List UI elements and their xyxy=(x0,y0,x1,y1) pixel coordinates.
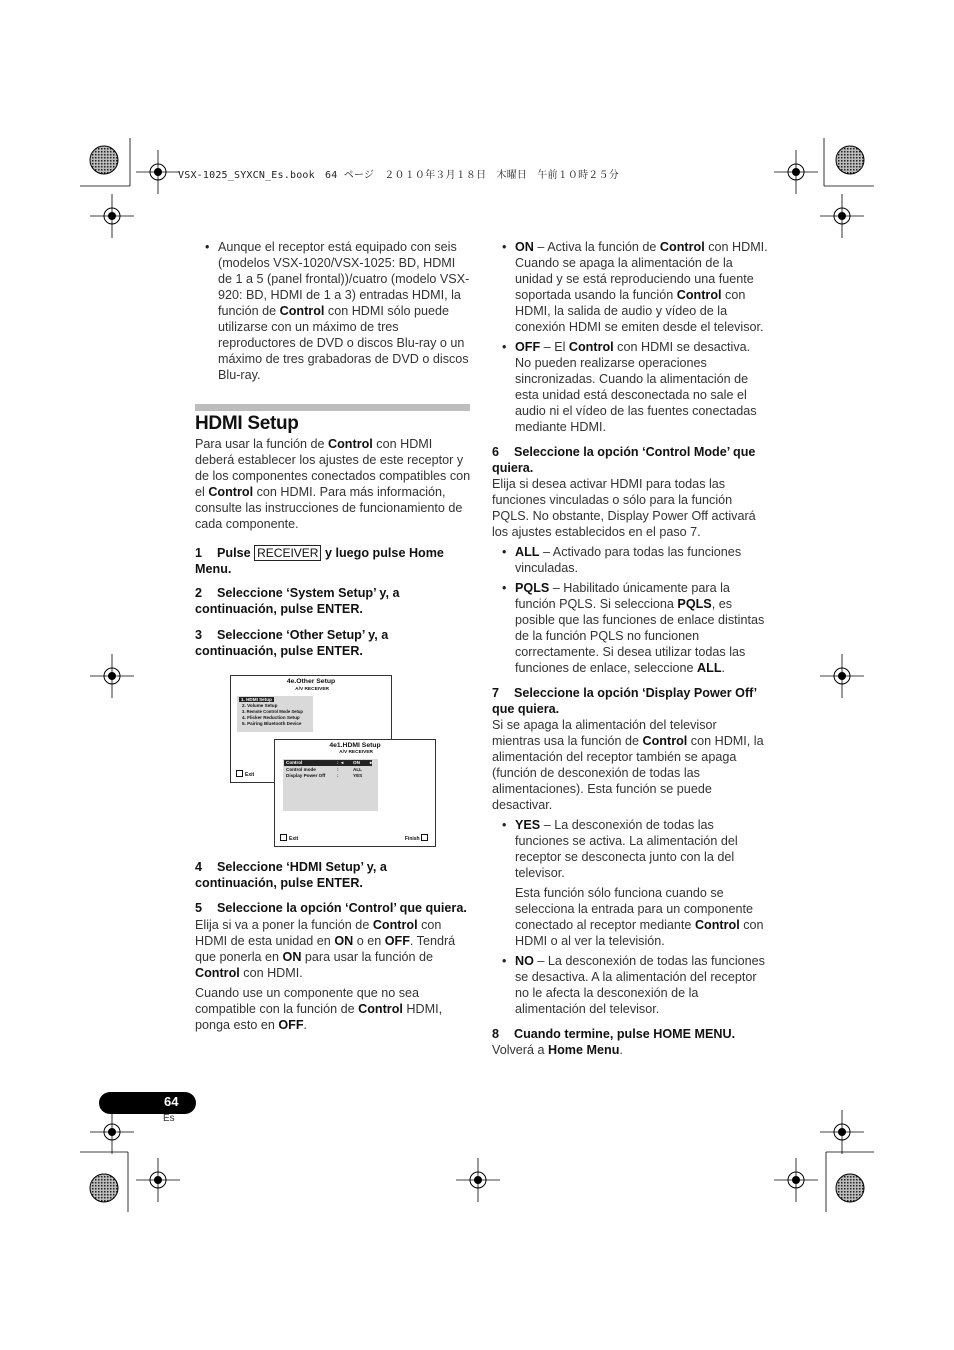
osd-menu-item[interactable]: 3. Remote Control Mode Setup xyxy=(242,709,303,714)
step-6-description: Elija si desea activar HDMI para todas las funciones vinculadas o sólo para la función PQLS. No obstante, Display Power Off activará los ajustes establecidos en el paso 7. xyxy=(492,477,756,539)
section-divider xyxy=(195,404,470,411)
osd-row-value[interactable]: ON xyxy=(353,760,360,765)
osd-row-label[interactable]: Control mode xyxy=(286,767,316,772)
section-title: HDMI Setup xyxy=(195,413,299,434)
pqls-option-bullet: • PQLS – Habilitado únicamente para la función PQLS. Si selecciona PQLS, es posible que las funciones de enlace distintas de la función PQLS no funcionen correctamente. Si desea utilizar todas las funciones de enlace, seleccione ALL. xyxy=(492,580,768,676)
osd-subtitle: A/V RECEIVER xyxy=(339,750,373,755)
osd-row-value[interactable]: YES xyxy=(353,773,363,778)
osd-row-sep: : xyxy=(337,773,339,778)
osd-exit[interactable]: Exit xyxy=(236,771,254,778)
off-option-bullet: • OFF – El Control con HDMI se desactiva. No pueden realizarse operaciones sincronizadas. Cuando la alimentación de esta unidad está desconectada no sale el audio ni el vídeo de las fuentes conectadas mediante HDMI. xyxy=(492,339,768,435)
step-8-description: Volverá a Home Menu. xyxy=(492,1043,623,1057)
step-4: 4 Seleccione ‘HDMI Setup’ y, a continuación, pulse ENTER. xyxy=(195,860,387,890)
right-column-text xyxy=(492,239,768,1058)
page-number: 64 xyxy=(164,1094,179,1109)
osd-menu-item[interactable]: 4. Flicker Reduction Setup xyxy=(242,715,300,720)
osd-title: 4e1.HDMI Setup xyxy=(329,742,381,749)
return-icon xyxy=(236,770,243,777)
step-5-note: Cuando use un componente que no sea compatible con la función de Control HDMI, ponga esto en OFF. xyxy=(195,986,443,1032)
osd-row-label[interactable]: Control xyxy=(286,760,303,765)
left-column-text-lower xyxy=(195,859,471,1033)
osd-row-sep: : xyxy=(337,767,339,772)
on-option-bullet: • ON – Activa la función de Control con HDMI. Cuando se apaga la alimentación de la unidad y se está reproduciendo una fuente soportada usando la función Control con HDMI, la salida de audio y vídeo de la conexión HDMI se emiten desde el televisor. xyxy=(492,239,768,335)
yes-option-note: Esta función sólo funciona cuando se selecciona la entrada para un componente conectado al receptor mediante Control con HDMI o al ver la televisión. xyxy=(515,886,764,948)
step-5: 5 Seleccione la opción ‘Control’ que quiera. xyxy=(195,901,467,915)
osd-row-sep: : xyxy=(337,760,339,765)
step-6: 6 Seleccione la opción ‘Control Mode’ que quiera. xyxy=(492,445,756,475)
step-2: 2 Seleccione ‘System Setup’ y, a continuación, pulse ENTER. xyxy=(195,586,400,616)
finish-icon xyxy=(421,834,428,841)
osd-row-label[interactable]: Display Power Off xyxy=(286,773,326,778)
print-file-header: VSX-1025_SYXCN_Es.book 64 ページ ２０１０年３月１８日 木曜日 午前１０時２５分 xyxy=(178,170,619,181)
step-3: 3 Seleccione ‘Other Setup’ y, a continuación, pulse ENTER. xyxy=(195,628,389,658)
all-option-bullet: • ALL – Activado para todas las funciones vinculadas. xyxy=(492,544,768,576)
section-intro: Para usar la función de Control con HDMI deberá establecer los ajustes de este receptor y de los componentes conectados compatibles con el Control con HDMI. Para más información, consulte las instrucciones de funcionamiento de cada componente. xyxy=(195,437,471,531)
step-7-description: Si se apaga la alimentación del televisor mientras usa la función de Control con HDMI, la alimentación del receptor también se apaga (función de desconexión de todas las alimentaciones). Esta función se puede desactivar. xyxy=(492,718,764,812)
step-7: 7 Seleccione la opción ‘Display Power Off’ que quiera. xyxy=(492,686,757,716)
step-5-description: Elija si va a poner la función de Control con HDMI de esta unidad en ON o en OFF. Tendrá que ponerla en ON para usar la función de Control con HDMI. xyxy=(195,918,456,980)
receiver-key-label: RECEIVER xyxy=(254,545,321,561)
osd-title: 4e.Other Setup xyxy=(286,678,336,685)
page-language: Es xyxy=(163,1113,175,1124)
left-arrow-icon[interactable]: ◂ xyxy=(341,760,344,765)
osd-hdmi-setup-screen xyxy=(274,739,436,847)
page-number-tab xyxy=(99,1092,196,1114)
left-column-text xyxy=(195,436,471,659)
step-1: 1 Pulse RECEIVER y luego pulse Home Menu. xyxy=(195,546,444,576)
step-8: 8 Cuando termine, pulse HOME MENU. xyxy=(492,1027,736,1041)
osd-menu-item[interactable]: 2. Volume Setup xyxy=(242,703,278,708)
osd-subtitle: A/V RECEIVER xyxy=(295,687,329,692)
intro-bullet: • Aunque el receptor está equipado con seis (modelos VSX-1020/VSX-1025: BD, HDMI de 1 a 5 (panel frontal))/cuatro (modelo VSX-920: BD, HDMI de 1 a 3) entradas HDMI, la función de Control con HDMI sólo puede utilizarse con un máximo de tres reproductores de DVD o discos Blu-ray o un máximo de tres grabadoras de DVD o discos Blu-ray. xyxy=(195,239,471,387)
osd-row-value[interactable]: ALL xyxy=(353,767,362,772)
osd-exit[interactable]: Exit xyxy=(280,835,298,842)
osd-menu-item[interactable]: 5. Pairing Bluetooth Device xyxy=(242,721,302,726)
osd-menu-item-hdmi-setup[interactable]: 1. HDMI Setup xyxy=(241,697,272,702)
right-arrow-icon[interactable]: ▸ xyxy=(370,760,373,765)
osd-finish[interactable]: Finish xyxy=(405,835,430,842)
no-option-bullet: • NO – La desconexión de todas las funciones se desactiva. A la alimentación del receptor no le afecta la desconexión de la alimentación del televisor. xyxy=(492,953,768,1017)
yes-option-bullet: • YES – La desconexión de todas las funciones se activa. La alimentación del receptor se desconecta junto con la del televisor. xyxy=(492,817,768,881)
return-icon xyxy=(280,834,287,841)
